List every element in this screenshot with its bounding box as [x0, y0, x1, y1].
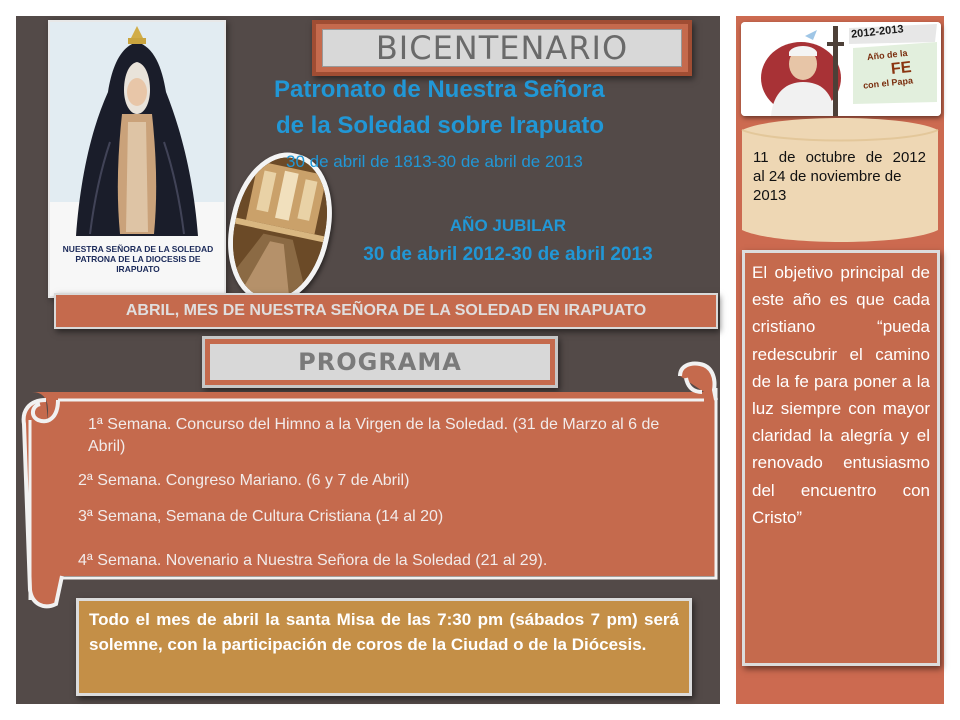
pope-logo-papa: con el Papa — [862, 75, 914, 91]
bicentenario-text: BICENTENARIO — [322, 29, 682, 67]
bicentennial-dates: 30 de abril de 1813-30 de abril de 2013 — [286, 152, 583, 171]
title-line-1: Patronato de Nuestra Señora — [274, 76, 605, 103]
week-2: 2ª Semana. Congreso Mariano. (6 y 7 de Abril) — [78, 472, 410, 489]
dates-line-2: al 24 de noviembre de 2013 — [753, 168, 902, 204]
title-line-2: de la Soledad sobre Irapuato — [276, 112, 605, 139]
week-3: 3ª Semana, Semana de Cultura Cristiana (14 al 20) — [78, 508, 444, 525]
virgin-caption-line1: NUESTRA SEÑORA DE LA SOLEDAD — [62, 244, 214, 254]
pope-logo-fe: FE — [890, 58, 913, 79]
ano-jubilar-dates: 30 de abril 2012-30 de abril 2013 — [363, 244, 653, 265]
misa-notice: Todo el mes de abril la santa Misa de las 7:30 pm (sábados 7 pm) será solemne, con la participación de coros de la Ciudad o de la Diócesis. — [76, 598, 692, 696]
dates-line-1: 11 de octubre de 2012 — [753, 149, 926, 166]
ano-de-la-fe-logo — [741, 22, 941, 116]
week-4: 4ª Semana. Novenario a Nuestra Señora de la Soledad (21 al 29). — [78, 552, 548, 569]
abril-banner: ABRIL, MES DE NUESTRA SEÑORA DE LA SOLEDAD EN IRAPUATO — [54, 293, 718, 329]
virgin-caption-line2: PATRONA DE LA DIOCESIS DE IRAPUATO — [75, 254, 201, 274]
ano-jubilar-title: AÑO JUBILAR — [449, 216, 567, 235]
pope-logo-years: 2012-2013 — [850, 23, 905, 41]
objetivo-text: El objetivo principal de este año es que cada cristiano “pueda redescubrir el camino de la fe para poner a la luz siempre con mayor claridad la alegría y el renovado entusiasmo del encuentro con Cristo” — [742, 250, 940, 666]
week-1: 1ª Semana. Concurso del Himno a la Virgen de la Soledad. (31 de Marzo al 6 de Abril) — [88, 416, 660, 455]
year-of-faith-dates — [753, 148, 926, 205]
pope-logo-ano: Año de la — [866, 47, 908, 63]
programa-text: PROGRAMA — [210, 344, 550, 380]
